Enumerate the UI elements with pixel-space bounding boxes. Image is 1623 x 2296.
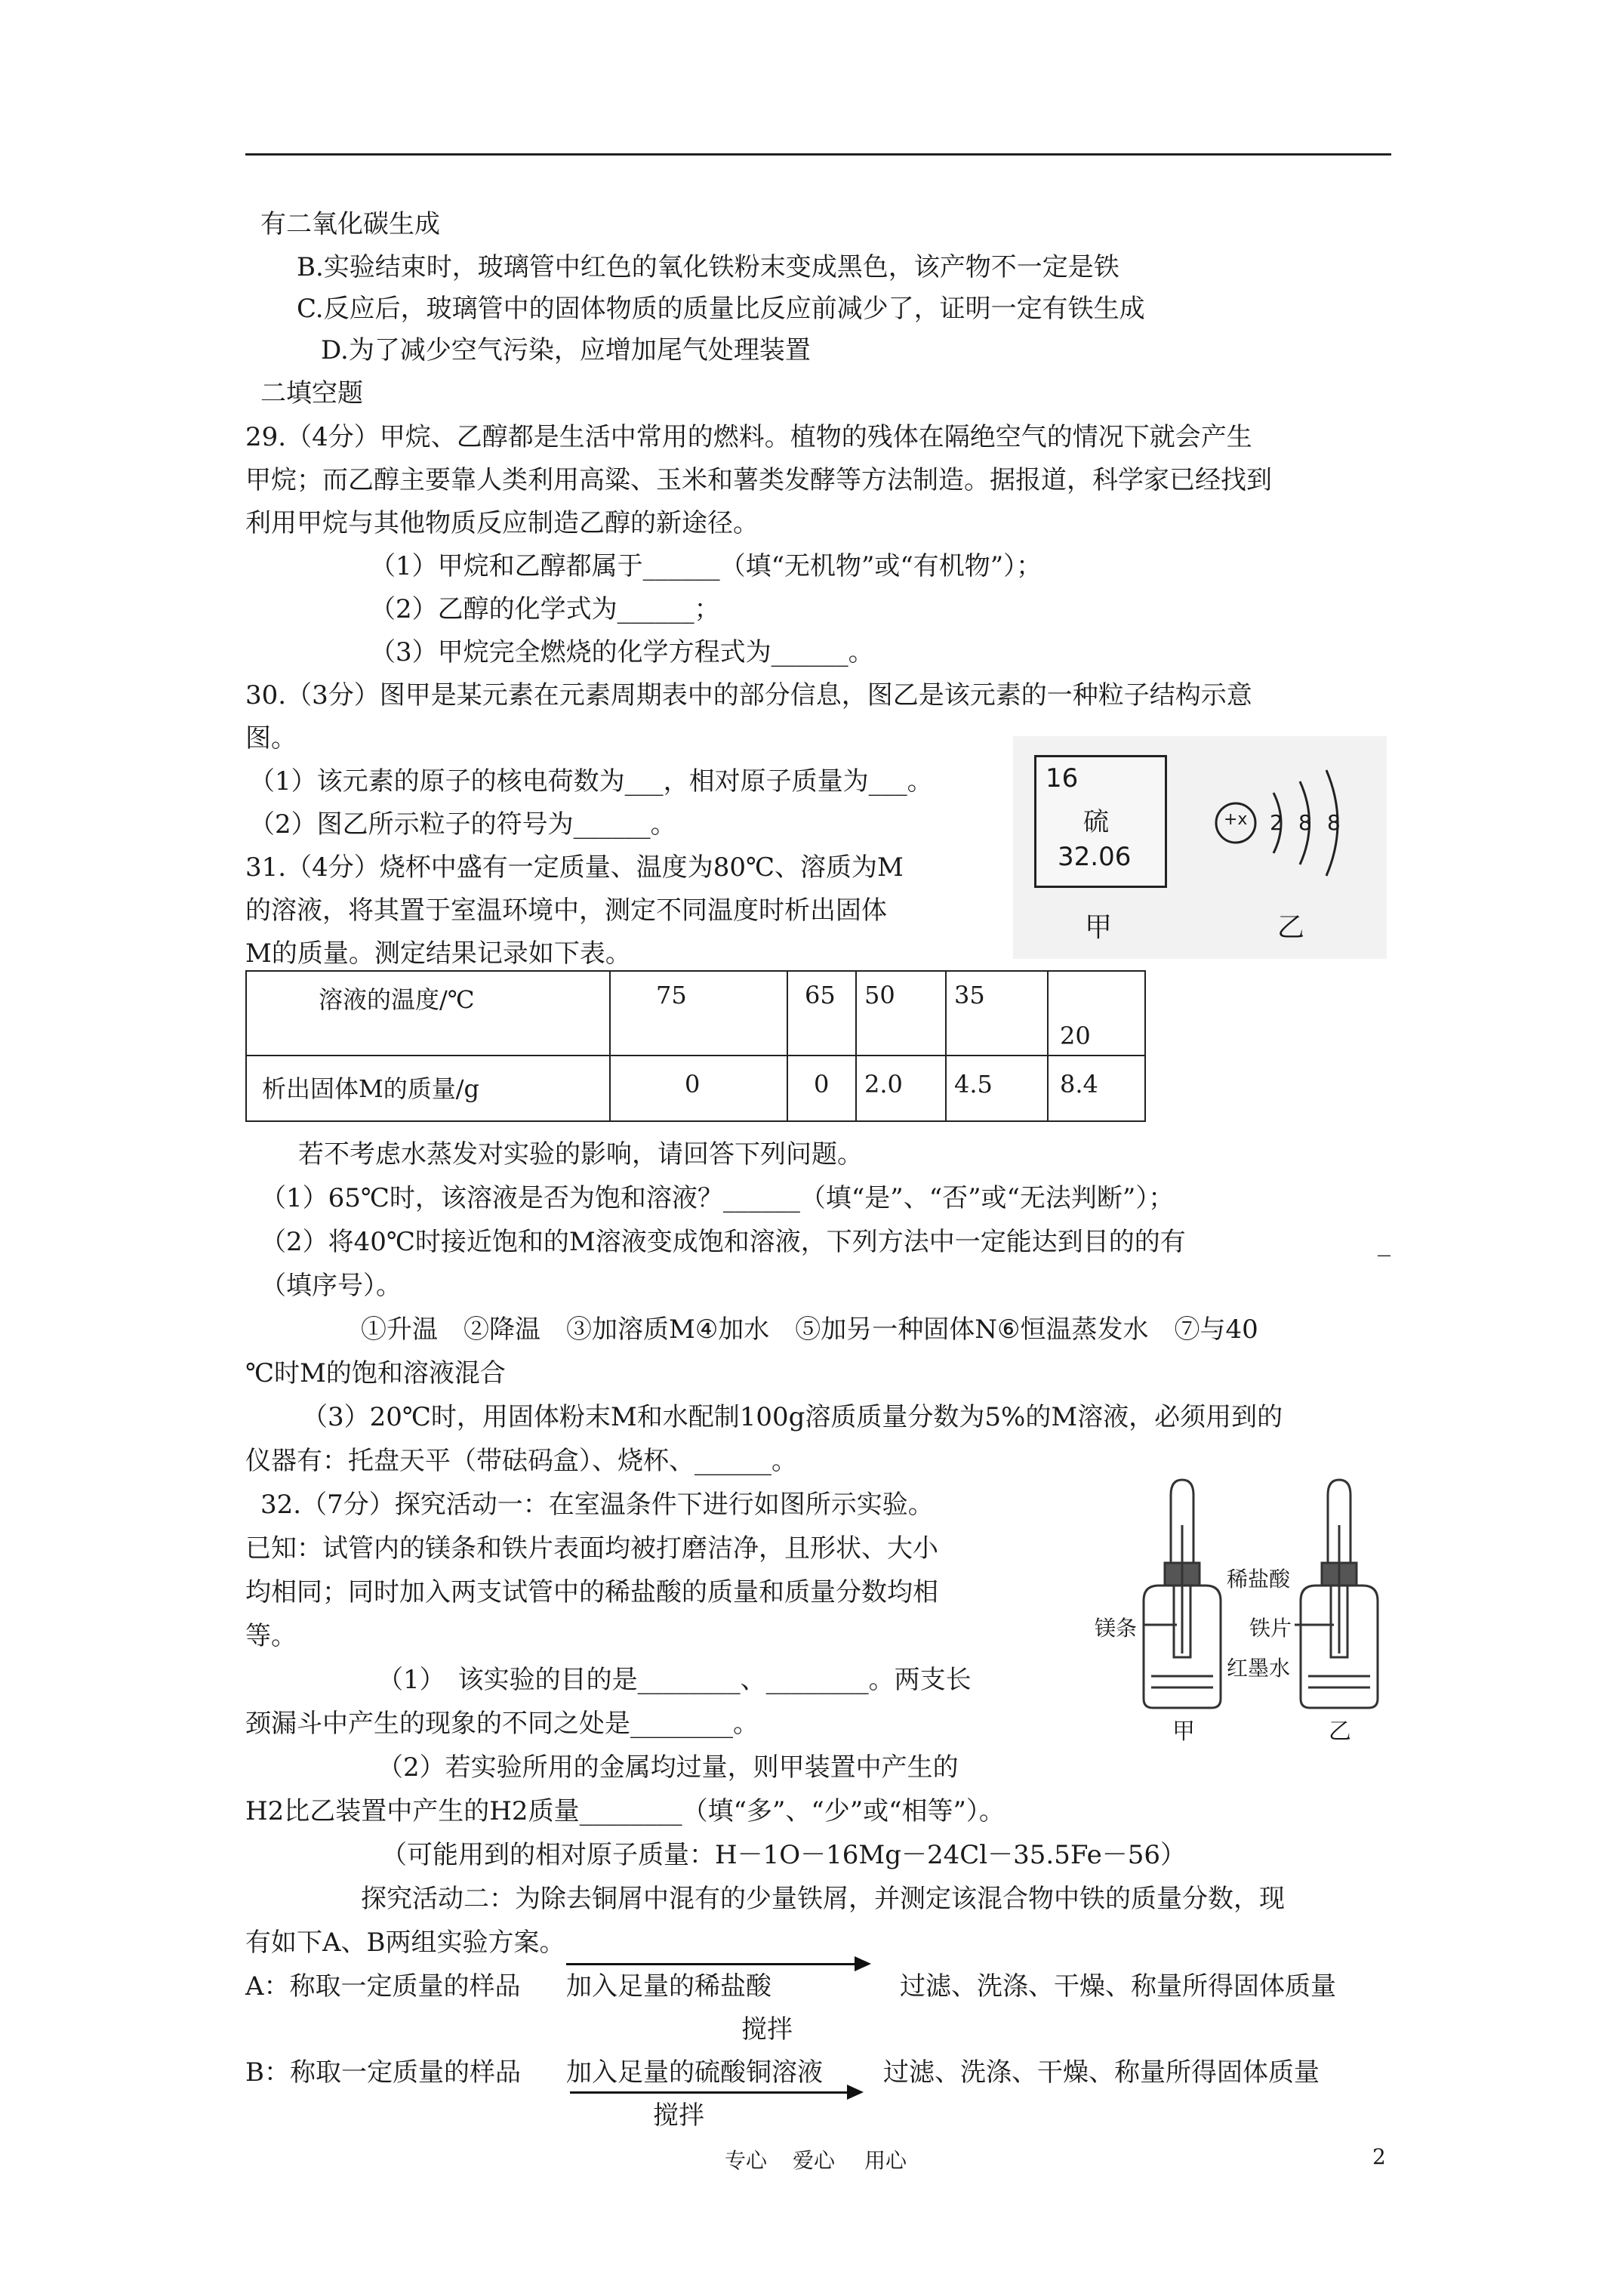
text-line: 颈漏斗中产生的现象的不同之处是________。 <box>245 1709 759 1739</box>
scheme-a-reagent: 加入足量的稀盐酸 <box>566 1971 771 2002</box>
text-line: 30.（3分）图甲是某元素在元素周期表中的部分信息，图乙是该元素的一种粒子结构示意 <box>245 680 1252 710</box>
element-symbol: 硫 <box>1083 807 1109 837</box>
table-cell: 4.5 <box>946 1056 1048 1121</box>
text-line: （2）将40℃时接近饱和的M溶液变成饱和溶液，下列方法中一定能达到目的的有 <box>260 1227 1186 1257</box>
table-cell: 75 <box>610 971 787 1056</box>
label-iron: 铁片 <box>1249 1616 1292 1641</box>
text-line: 有二氧化碳生成 <box>260 209 440 239</box>
scheme-b-end: 过滤、洗涤、干燥、称量所得固体质量 <box>883 2057 1320 2088</box>
scheme-b-stir: 搅拌 <box>653 2100 704 2131</box>
text-line: 等。 <box>245 1621 297 1651</box>
table-cell: 50 <box>856 971 946 1056</box>
text-line: 已知：试管内的镁条和铁片表面均被打磨洁净，且形状、大小 <box>245 1533 938 1564</box>
footer-text-1: 专心 <box>725 2148 768 2173</box>
text-line: 甲烷；而乙醇主要靠人类利用高粱、玉米和薯类发酵等方法制造。据报道，科学家已经找到 <box>245 465 1272 495</box>
footer-text-3: 用心 <box>864 2148 907 2173</box>
scheme-a-arrow <box>566 1963 868 1965</box>
label-magnesium: 镁条 <box>1095 1616 1138 1641</box>
footer-text-2: 爱心 <box>793 2148 836 2173</box>
shell-electrons-2: 8 <box>1298 810 1312 835</box>
atomic-number: 16 <box>1046 763 1079 794</box>
page-number: 2 <box>1372 2144 1386 2169</box>
text-line: （3）20℃时，用固体粉末M和水配制100g溶质质量分数为5%的M溶液，必须用到的 <box>302 1402 1283 1432</box>
text-line: ①升温 ②降温 ③加溶质M④加水 ⑤加另一种固体N⑥恒温蒸发水 ⑦与40 <box>361 1314 1258 1345</box>
nucleus-charge: +x <box>1224 810 1248 829</box>
option-c: C.反应后，玻璃管中的固体物质的质量比反应前减少了，证明一定有铁生成 <box>297 294 1145 324</box>
scheme-b-arrow <box>570 2091 861 2094</box>
table-cell: 65 <box>787 971 856 1056</box>
text-line: （填序号）。 <box>260 1271 402 1301</box>
table-header-cell: 溶液的温度/℃ <box>246 971 610 1056</box>
text-line: （2）图乙所示粒子的符号为______。 <box>249 809 676 840</box>
apparatus-label-yi: 乙 <box>1329 1718 1351 1745</box>
text-line: 探究活动二：为除去铜屑中混有的少量铁屑，并测定该混合物中铁的质量分数，现 <box>361 1884 1285 1914</box>
element-box <box>1034 755 1167 888</box>
table-cell: 35 <box>946 971 1048 1056</box>
text-line: H2比乙装置中产生的H2质量________（填“多”、“少”或“相等”）。 <box>245 1796 1005 1826</box>
table-cell: 0 <box>610 1056 787 1121</box>
element-figure <box>1013 736 1387 959</box>
table-cell: 20 <box>1048 971 1145 1056</box>
table-row <box>246 1056 1145 1121</box>
text-line: （3）甲烷完全燃烧的化学方程式为______。 <box>370 637 874 667</box>
label-acid: 稀盐酸 <box>1227 1567 1291 1592</box>
text-line: 图。 <box>245 723 297 754</box>
scheme-a-stir: 搅拌 <box>741 2014 793 2045</box>
text-line: M的质量。测定结果记录如下表。 <box>245 938 631 969</box>
text-line: 仪器有：托盘天平（带砝码盒）、烧杯、______。 <box>245 1446 797 1476</box>
label-ink: 红墨水 <box>1227 1656 1291 1681</box>
text-line: 有如下A、B两组实验方案。 <box>245 1928 565 1958</box>
text-line: （1）该元素的原子的核电荷数为___，相对原子质量为___。 <box>249 766 933 797</box>
header-rule <box>245 153 1391 156</box>
table-cell: 8.4 <box>1048 1056 1145 1121</box>
text-line: 若不考虑水蒸发对实验的影响，请回答下列问题。 <box>298 1139 863 1170</box>
table-cell: 2.0 <box>856 1056 946 1121</box>
shell-electrons-3: 8 <box>1327 810 1341 835</box>
text-line: （可能用到的相对原子质量：H－1O－16Mg－24Cl－35.5Fe－56） <box>381 1840 1186 1870</box>
text-line: ℃时M的饱和溶液混合 <box>245 1358 506 1388</box>
table-cell: 0 <box>787 1056 856 1121</box>
figure-label-jia: 甲 <box>1085 912 1113 943</box>
apparatus-figure <box>1095 1472 1423 1745</box>
text-line: （1） 该实验的目的是________、________。两支长 <box>377 1665 972 1695</box>
atomic-mass: 32.06 <box>1058 842 1132 872</box>
text-line: （1）65℃时，该溶液是否为饱和溶液？______（填“是”、“否”或“无法判断”）； <box>260 1183 1175 1213</box>
figure-label-yi: 乙 <box>1277 912 1305 943</box>
section-title: 二填空题 <box>260 378 363 408</box>
text-line: 均相同；同时加入两支试管中的稀盐酸的质量和质量分数均相 <box>245 1577 938 1607</box>
scheme-a-start: A：称取一定质量的样品 <box>245 1971 521 2002</box>
option-b: B.实验结束时，玻璃管中红色的氧化铁粉末变成黑色，该产物不一定是铁 <box>297 252 1119 282</box>
shell-electrons-1: 2 <box>1270 810 1283 835</box>
atom-structure-diagram <box>1194 759 1375 895</box>
text-line: （1）甲烷和乙醇都属于______（填“无机物”或“有机物”）； <box>370 551 1042 581</box>
text-line: 31.（4分）烧杯中盛有一定质量、温度为80℃、溶质为M <box>245 852 904 883</box>
option-d: D.为了减少空气污染，应增加尾气处理装置 <box>321 335 811 365</box>
table-header-cell: 析出固体M的质量/g <box>246 1056 610 1121</box>
apparatus-label-jia: 甲 <box>1172 1718 1195 1745</box>
text-line: （2）乙醇的化学式为______； <box>370 594 720 624</box>
scheme-b-reagent: 加入足量的硫酸铜溶液 <box>566 2057 823 2088</box>
scheme-b-start: B：称取一定质量的样品 <box>245 2057 521 2088</box>
text-line: 利用甲烷与其他物质反应制造乙醇的新途径。 <box>245 508 759 538</box>
table-row <box>246 971 1145 1056</box>
text-line: （2）若实验所用的金属均过量，则甲装置中产生的 <box>377 1752 959 1783</box>
solubility-table <box>245 970 1146 1122</box>
text-line: 的溶液，将其置于室温环境中，测定不同温度时析出固体 <box>245 895 887 926</box>
blank-mark: _ <box>1378 1227 1390 1257</box>
text-line: 32.（7分）探究活动一：在室温条件下进行如图所示实验。 <box>260 1490 934 1520</box>
text-line: 29.（4分）甲烷、乙醇都是生活中常用的燃料。植物的残体在隔绝空气的情况下就会产生 <box>245 422 1252 452</box>
scheme-a-end: 过滤、洗涤、干燥、称量所得固体质量 <box>900 1971 1336 2002</box>
test-tube-diagram <box>1098 1472 1423 1744</box>
